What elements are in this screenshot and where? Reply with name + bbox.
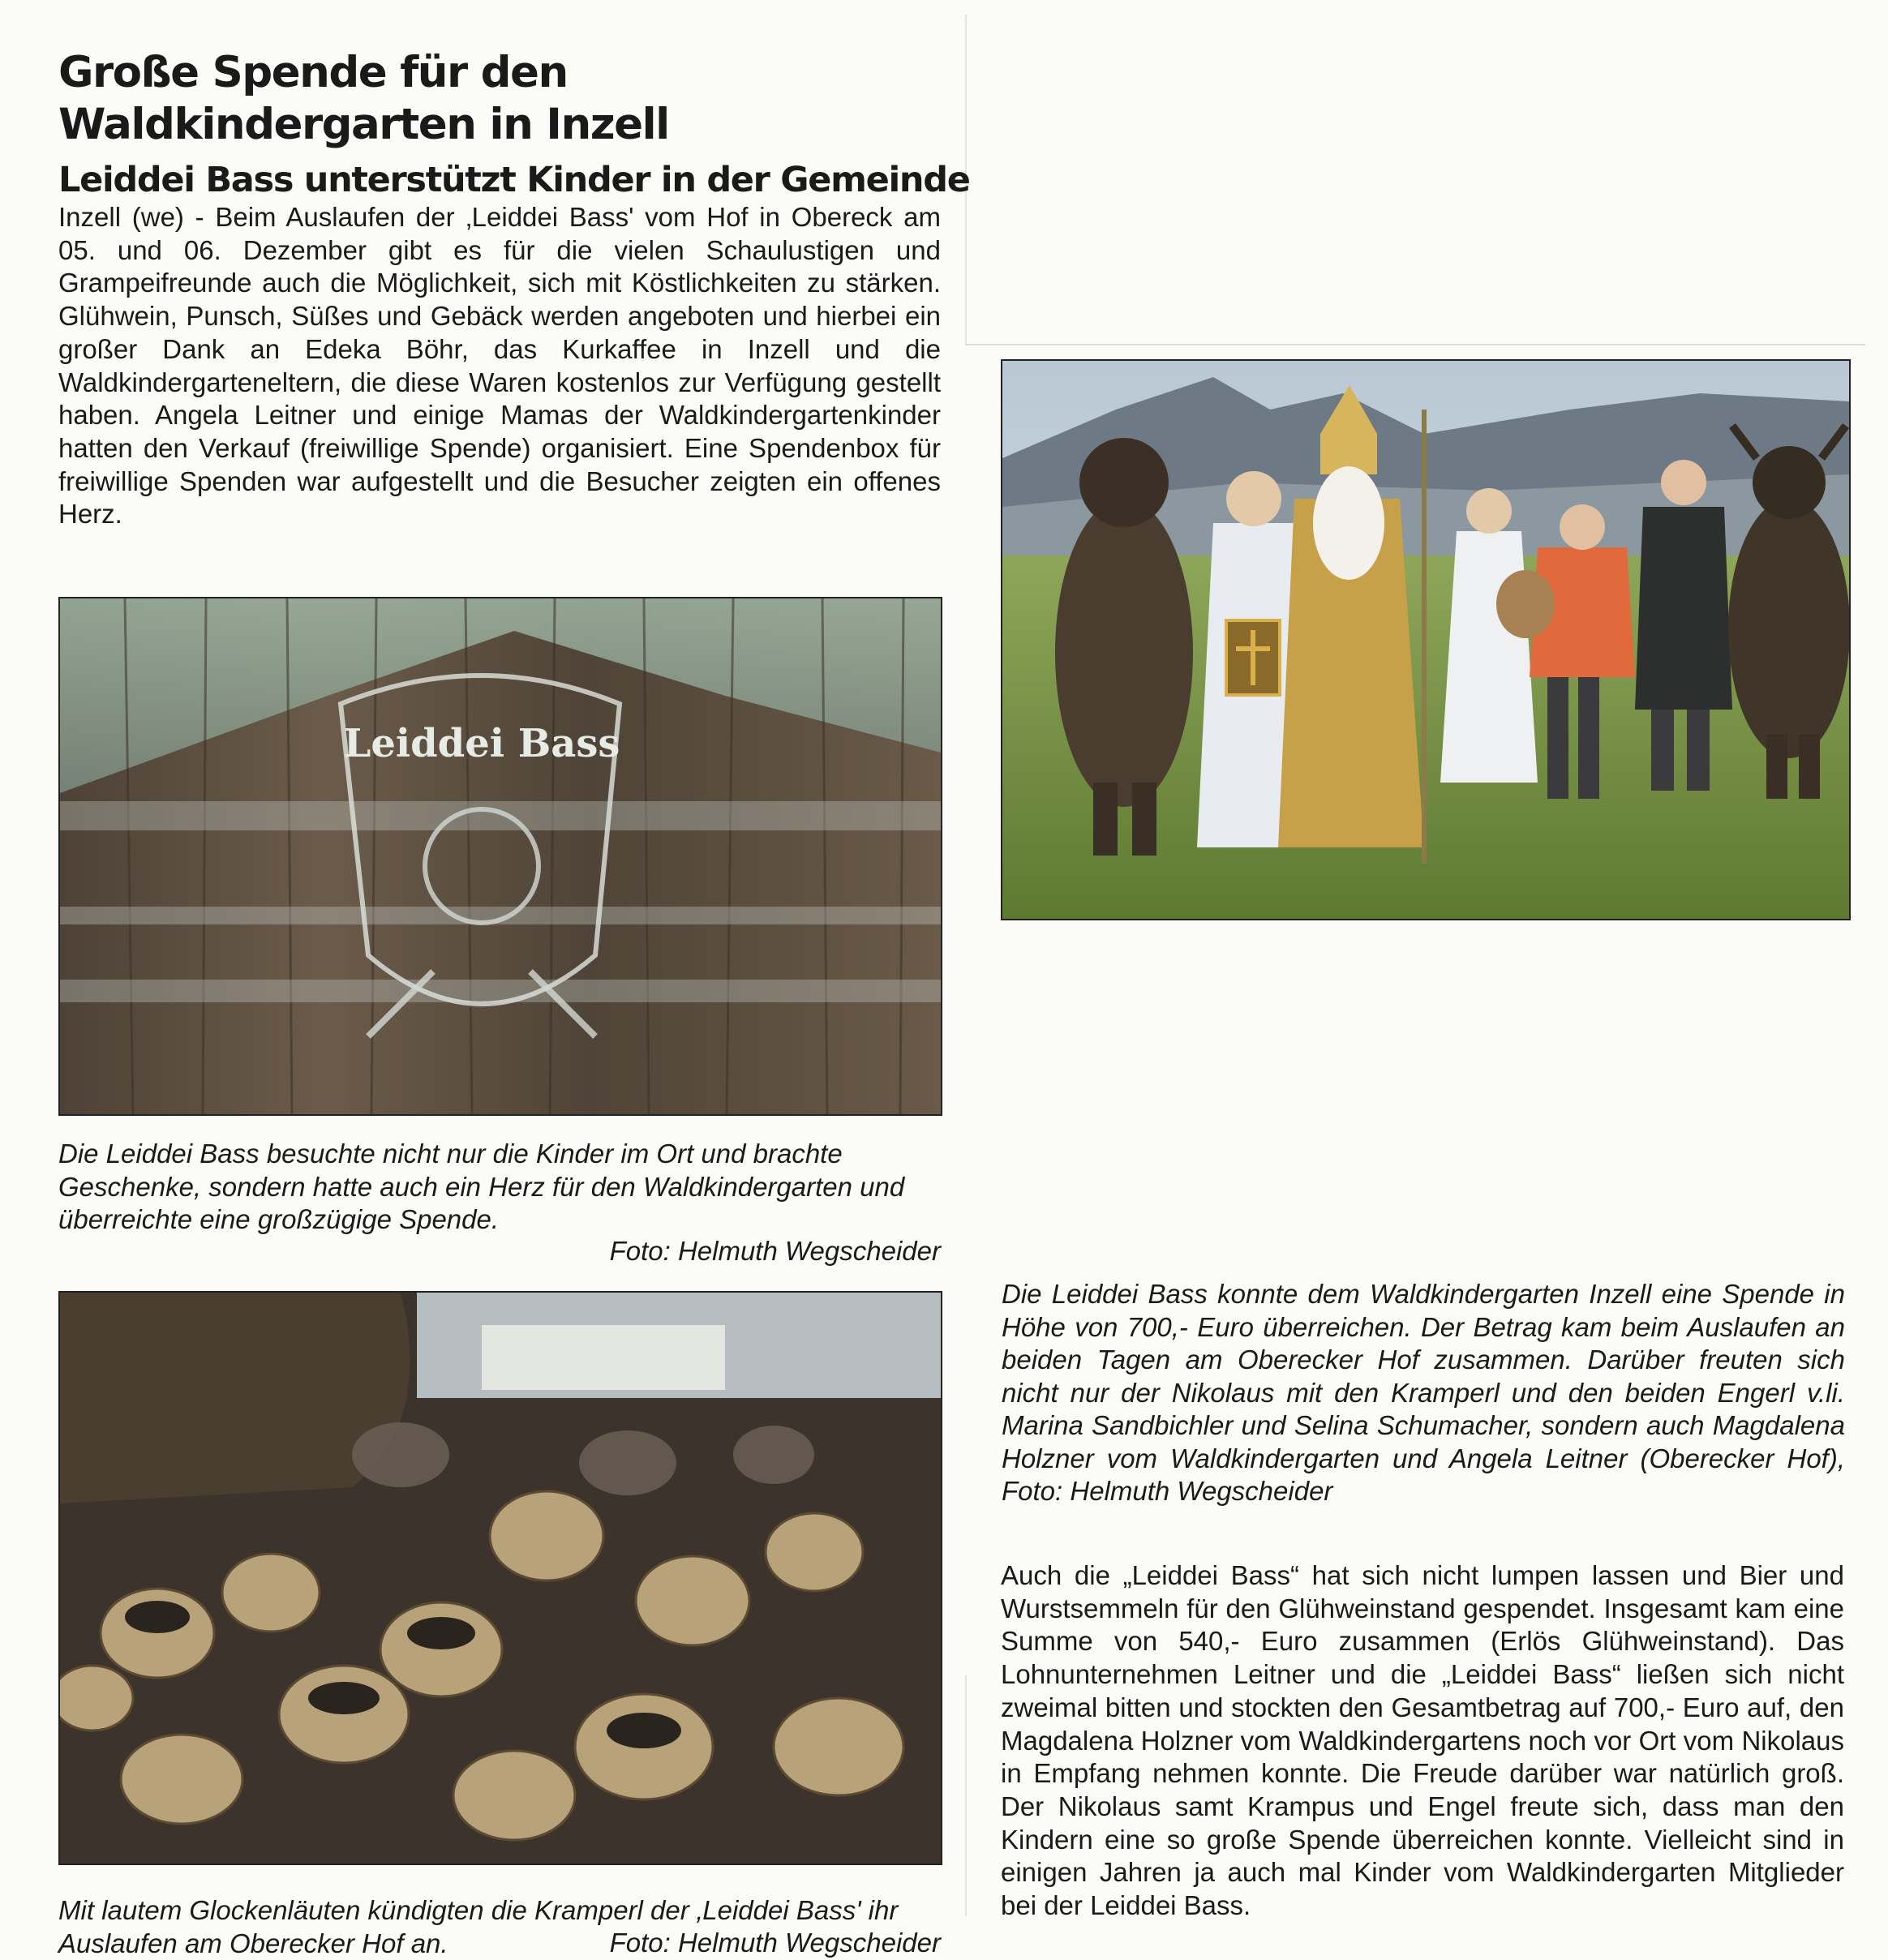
kramperl-bells-illustration: [60, 1293, 941, 1864]
donation-group-illustration: [1002, 361, 1849, 919]
wooden-sign-illustration: [60, 598, 941, 1114]
article-subtitle: Leiddei Bass unterstützt Kinder in der Gemeinde: [58, 160, 970, 200]
photo1-credit: Foto: Helmuth Wegscheider: [609, 1236, 941, 1266]
photo3-caption: Die Leiddei Bass konnte dem Waldkindergarten Inzell eine Spende in Höhe von 700,- Euro überreichen. Der Betrag kam beim Auslaufen an beiden Tagen am Oberecker Hof zusammen. Darüber freuten sich nicht nur der Nikolaus mit den Kramperl und den beiden Engerl v.li. Marina Sandbichler und Selina Schumacher, sondern auch Magdalena Holzner vom Waldkindergarten und Angela Leitner (Oberecker Hof), Foto: Helmuth Wegscheider: [1002, 1279, 1845, 1506]
article-body-text: Auch die „Leiddei Bass“ hat sich nicht lumpen lassen und Bier und Wurstsemmeln für den Glühweinstand gespendet. Insgesamt kam eine Summe von 540,- Euro zusammen (Erlös Glühweinstand). Das Lohnunternehmen Leitner und die „Leiddei Bass“ ließen sich nicht zweimal bitten und stockten den Gesamtbetrag auf 700,- Euro auf, den Magdalena Holzner vom Waldkindergartens noch vor Ort vom Nikolaus in Empfang nehmen konnte. Die Freude darüber war natürlich groß. Der Nikolaus samt Krampus und Engel freute sich, dass man den Kindern eine so große Spende überreichen konnte. Vielleicht sind in einigen Jahren ja auch mal Kinder vom Waldkindergarten Mitglieder bei der Leiddei Bass.: [1001, 1560, 1844, 1921]
article-intro-text: Inzell (we) - Beim Auslaufen der ‚Leiddei Bass' vom Hof in Obereck am 05. und 06. Dezember gibt es für die vielen Schaulustigen und Grampeifreunde auch die Möglichkeit, sich mit Köstlichkeiten zu stärken. Glühwein, Punsch, Süßes und Gebäck werden angeboten und hierbei ein großer Dank an Edeka Böhr, das Kurkaffee in Inzell und die Waldkindergarteneltern, die diese Waren kostenlos zur Verfügung gestellt haben. Angela Leitner und einige Mamas der Waldkindergartenkinder hatten den Verkauf (freiwillige Spende) organisiert. Eine Spendenbox für freiwillige Spenden war aufgestellt und die Besucher zeigten ein offenes Herz.: [58, 202, 941, 530]
article-clipping-right: [965, 344, 1865, 1921]
photo-kramperl-bells: [58, 1291, 942, 1865]
sign-lettering: Leiddei Bass: [343, 721, 620, 766]
photo2-caption: Mit lautem Glockenläuten kündigten die Kramperl der ‚Leiddei Bass' ihr Auslaufen am Oberecker Hof an.: [58, 1895, 899, 1958]
photo2-credit: Foto: Helmuth Wegscheider: [609, 1928, 941, 1958]
photo-wooden-sign: [58, 597, 942, 1116]
article-clipping-left: [31, 15, 970, 1958]
article-title: Große Spende für den Waldkindergarten in Inzell: [58, 48, 669, 149]
photo-donation-group: [1001, 359, 1851, 920]
photo1-caption: Die Leiddei Bass besuchte nicht nur die Kinder im Ort und brachte Geschenke, sondern hatte auch ein Herz für den Waldkindergarten und überreichte eine großzügige Spende.: [58, 1139, 905, 1234]
